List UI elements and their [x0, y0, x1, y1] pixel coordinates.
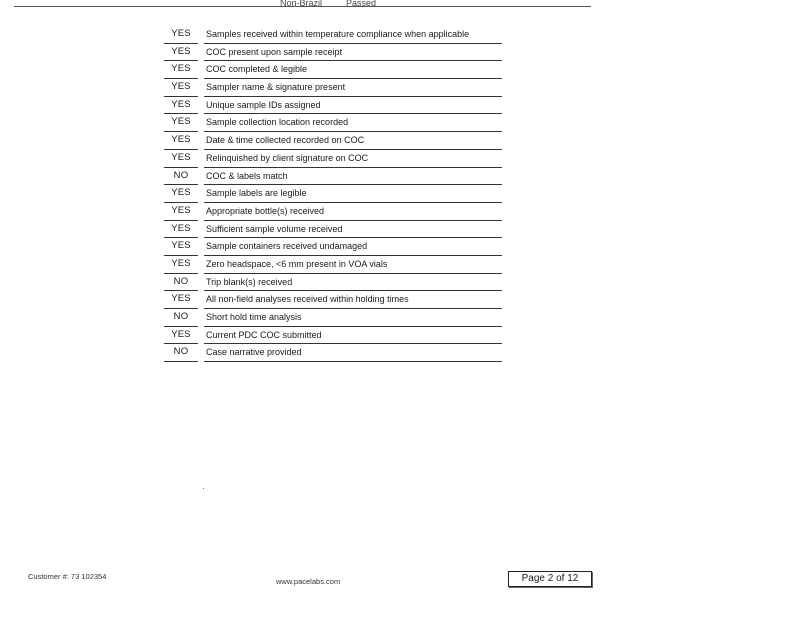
top-rule — [14, 6, 591, 7]
checklist-criterion: Short hold time analysis — [206, 312, 302, 322]
checklist-criterion: Unique sample IDs assigned — [206, 99, 321, 110]
checklist-row — [164, 221, 504, 239]
checklist-row — [164, 185, 504, 203]
checklist-row — [164, 344, 504, 362]
checklist-criterion: COC completed & legible — [206, 64, 308, 75]
checklist-answer: YES — [171, 28, 191, 39]
checklist-criterion: Relinquished by client signature on COC — [206, 152, 369, 163]
checklist-criterion: Case narrative provided — [206, 347, 302, 358]
checklist-row — [164, 309, 504, 327]
checklist-answer: NO — [173, 346, 189, 358]
checklist-answer: YES — [171, 204, 191, 216]
sample-receipt-checklist — [164, 26, 504, 362]
answer-underline — [164, 361, 198, 362]
checklist-criterion: COC & labels match — [206, 170, 288, 181]
website-link: www.pacelabs.com — [276, 577, 341, 586]
checklist-answer: YES — [171, 81, 191, 93]
checklist-answer: YES — [171, 240, 191, 252]
customer-number: Customer #: 73 102354 — [28, 572, 107, 581]
checklist-answer: YES — [171, 222, 191, 234]
criterion-underline — [204, 361, 502, 362]
checklist-answer: NO — [173, 169, 189, 181]
checklist-answer: YES — [171, 187, 191, 199]
checklist-answer: YES — [171, 328, 191, 340]
checklist-criterion: Zero headspace, <6 mm present in VOA vials — [206, 258, 388, 269]
checklist-row — [164, 26, 504, 44]
checklist-criterion: Appropriate bottle(s) received — [206, 205, 325, 216]
checklist-row — [164, 256, 504, 274]
checklist-criterion: Sample containers received undamaged — [206, 241, 368, 252]
checklist-answer: YES — [171, 116, 191, 128]
header-fragment-right: Passed — [346, 0, 377, 6]
checklist-row — [164, 97, 504, 115]
checklist-answer: YES — [171, 257, 191, 269]
checklist-criterion: COC present upon sample receipt — [206, 46, 343, 57]
speck — [203, 488, 204, 489]
checklist-row — [164, 79, 504, 97]
checklist-row — [164, 274, 504, 292]
checklist-criterion: Sample labels are legible — [206, 188, 307, 199]
checklist-answer: YES — [171, 134, 191, 146]
checklist-row — [164, 132, 504, 150]
checklist-row — [164, 238, 504, 256]
checklist-row — [164, 61, 504, 79]
checklist-row — [164, 150, 504, 168]
header-fragment-left: Non-Brazil — [280, 0, 323, 6]
checklist-criterion: Date & time collected recorded on COC — [206, 135, 365, 146]
checklist-criterion: Trip blank(s) received — [206, 276, 293, 287]
checklist-criterion: Sampler name & signature present — [206, 82, 346, 93]
checklist-answer: YES — [171, 151, 191, 163]
checklist-row — [164, 114, 504, 132]
checklist-row — [164, 168, 504, 186]
checklist-answer: NO — [173, 311, 189, 322]
checklist-row — [164, 327, 504, 345]
checklist-answer: YES — [171, 63, 191, 75]
checklist-answer: YES — [171, 98, 191, 110]
page-indicator: Page 2 of 12 — [508, 571, 592, 587]
checklist-row — [164, 291, 504, 309]
checklist-criterion: Current PDC COC submitted — [206, 329, 322, 340]
checklist-answer: YES — [171, 45, 191, 57]
checklist-answer: YES — [171, 293, 191, 305]
checklist-answer: NO — [173, 275, 189, 287]
checklist-criterion: Samples received within temperature compliance when applicable — [206, 29, 470, 39]
checklist-criterion: Sample collection location recorded — [206, 117, 349, 128]
checklist-row — [164, 44, 504, 62]
checklist-row — [164, 203, 504, 221]
checklist-criterion: All non-field analyses received within holding times — [206, 294, 409, 305]
checklist-criterion: Sufficient sample volume received — [206, 223, 343, 234]
